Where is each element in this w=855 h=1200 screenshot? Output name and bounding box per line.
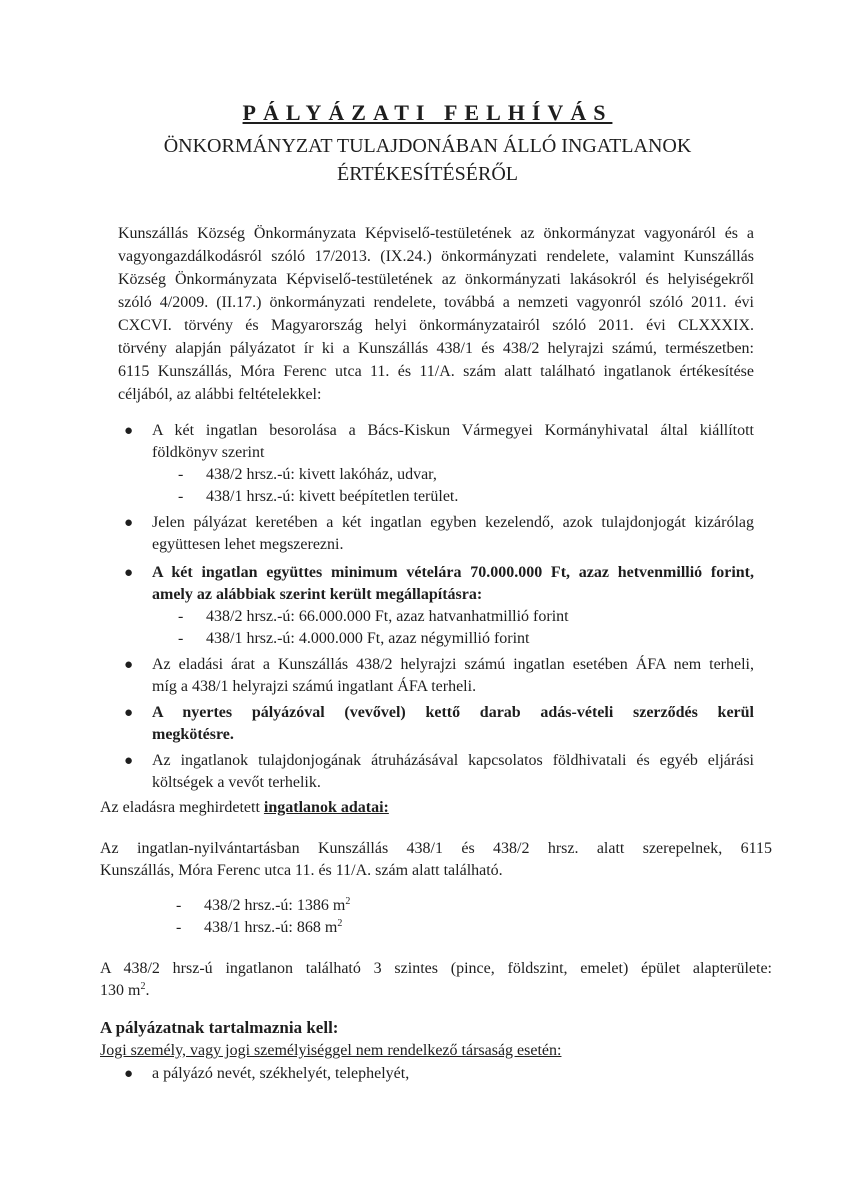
page-title: PÁLYÁZATI FELHÍVÁS — [242, 100, 613, 125]
list-item-line: földkönyv szerint — [152, 444, 265, 461]
list-item-line: Jelen pályázat keretében a két ingatlan egyben kezelendő, azok tulajdonjogát kizárólag — [152, 514, 754, 531]
list-item — [118, 562, 754, 606]
list-item-line: A két ingatlan besorolása a Bács-Kiskun Vármegyei Kormányhivatal által kiállított — [152, 422, 754, 439]
bullet-icon: ● — [124, 423, 134, 439]
intro-line: törvény alapján pályázatot ír ki a Kunszállás 438/1 és 438/2 helyrajzi számú, természetben: — [118, 340, 754, 357]
sub-list-item-text: 438/1 hrsz.-ú: kivett beépítetlen terület. — [206, 488, 459, 505]
bullet-icon: ● — [124, 565, 134, 581]
property-data-prefix: Az eladásra meghirdetett — [100, 799, 264, 816]
sub-list-item-text: 438/2 hrsz.-ú: 66.000.000 Ft, azaz hatvanhatmillió forint — [206, 608, 569, 625]
dash-icon: - — [176, 897, 182, 914]
bullet-icon: ● — [124, 705, 134, 721]
list-item — [118, 1063, 790, 1085]
list-item-line: A nyertes pályázóval (vevővel) kettő darab adás-vételi szerződés kerül — [152, 704, 754, 721]
dash-icon: - — [176, 919, 182, 936]
list-item-line: amely az alábbiak szerint került megállapításra: — [152, 586, 483, 603]
list-item — [118, 512, 754, 556]
list-item-line: míg a 438/1 helyrajzi számú ingatlant ÁFA terheli. — [152, 678, 477, 695]
area-item-text: 438/1 hrsz.-ú: 868 m — [204, 919, 338, 936]
list-item-sublist — [118, 606, 754, 650]
intro-line: Kunszállás Község Önkormányzata Képviselő-testületének az önkormányzat vagyonáról és a — [118, 225, 754, 242]
bullet-icon: ● — [124, 753, 134, 769]
intro-line: céljából, az alábbi feltételekkel: — [118, 386, 322, 403]
intro-line: szóló 4/2009. (II.17.) önkormányzati rendelete, továbbá a nemzeti vagyonról szóló 2011. évi — [118, 294, 754, 311]
sub-list-item-text: 438/2 hrsz.-ú: kivett lakóház, udvar, — [206, 466, 437, 483]
area-item-sup: 2 — [337, 918, 343, 929]
intro-line: 6115 Kunszállás, Móra Ferenc utca 11. és 11/A. szám alatt található ingatlanok értékesítése — [118, 363, 754, 380]
intro-line: vagyongazdálkodásról szóló 17/2013. (IX.24.) önkormányzati rendelete, valamint Kunszállás — [118, 248, 754, 265]
area-list — [100, 895, 772, 939]
building-paragraph — [100, 958, 772, 1002]
property-data-underlined: ingatlanok adatai: — [263, 799, 389, 816]
list-item-line: Az ingatlanok tulajdonjogának átruházásával kapcsolatos földhivatali és egyéb eljárási — [152, 752, 754, 769]
list-item — [118, 654, 754, 698]
building-line: A 438/2 hrsz-ú ingatlanon található 3 szintes (pince, földszint, emelet) épület alapterülete: — [100, 960, 772, 977]
building-area-sup: 2 — [140, 981, 146, 992]
list-item-line: Az eladási árat a Kunszállás 438/2 helyrajzi számú ingatlan esetében ÁFA nem terheli, — [152, 656, 754, 673]
bullet-icon: ● — [124, 657, 134, 673]
list-item-line: A két ingatlan együttes minimum vételára 70.000.000 Ft, azaz hetvenmillió forint, — [152, 564, 754, 581]
dash-icon: - — [178, 608, 184, 625]
conditions-list — [118, 420, 754, 794]
list-item — [118, 750, 754, 794]
sub-list-item-text: 438/1 hrsz.-ú: 4.000.000 Ft, azaz négymillió forint — [206, 630, 530, 647]
last-list — [118, 1063, 790, 1085]
list-item — [118, 420, 754, 508]
registry-line: Az ingatlan-nyilvántartásban Kunszállás 438/1 és 438/2 hrsz. alatt szerepelnek, 6115 — [100, 840, 772, 857]
area-item — [100, 917, 772, 939]
legal-entity-heading: Jogi személy, vagy jogi személyiséggel nem rendelkező társaság esetén: — [100, 1042, 562, 1059]
bullet-icon: ● — [124, 1066, 134, 1082]
dash-icon: - — [178, 630, 184, 647]
building-area-value: 130 m — [100, 982, 141, 999]
area-item — [100, 895, 772, 917]
list-item-line: költségek a vevőt terhelik. — [152, 774, 321, 791]
sub-list-item — [152, 486, 754, 508]
list-item-line: megkötésre. — [152, 726, 234, 743]
list-item-text: a pályázó nevét, székhelyét, telephelyét, — [152, 1065, 410, 1082]
list-item — [118, 702, 754, 746]
building-line-2 — [100, 980, 772, 1002]
building-area-end: . — [145, 982, 150, 999]
contents-heading: A pályázatnak tartalmaznia kell: — [100, 1018, 339, 1037]
dash-icon: - — [178, 488, 184, 505]
dash-icon: - — [178, 466, 184, 483]
sub-list-item — [152, 628, 754, 650]
area-item-text: 438/2 hrsz.-ú: 1386 m — [204, 897, 346, 914]
subtitle-line-1: ÖNKORMÁNYZAT TULAJDONÁBAN ÁLLÓ INGATLANOK — [163, 135, 692, 157]
list-item-line: együttesen lehet megszerezni. — [152, 536, 344, 553]
intro-paragraph — [118, 222, 754, 406]
intro-line: Község Önkormányzata Képviselő-testületének az önkormányzati lakásokról és helyiségekről — [118, 271, 754, 288]
registry-paragraph — [100, 838, 772, 882]
bullet-icon: ● — [124, 515, 134, 531]
sub-list-item — [152, 606, 754, 628]
intro-line: CXCVI. törvény és Magyarország helyi önkormányzatairól szóló 2011. évi CLXXXIX. — [118, 317, 754, 334]
subtitle-line-2: ÉRTÉKESÍTÉSÉRŐL — [336, 163, 518, 185]
registry-line: Kunszállás, Móra Ferenc utca 11. és 11/A. szám alatt található. — [100, 862, 503, 879]
property-data-heading — [100, 797, 772, 819]
sub-list-item — [152, 464, 754, 486]
area-item-sup: 2 — [345, 896, 351, 907]
